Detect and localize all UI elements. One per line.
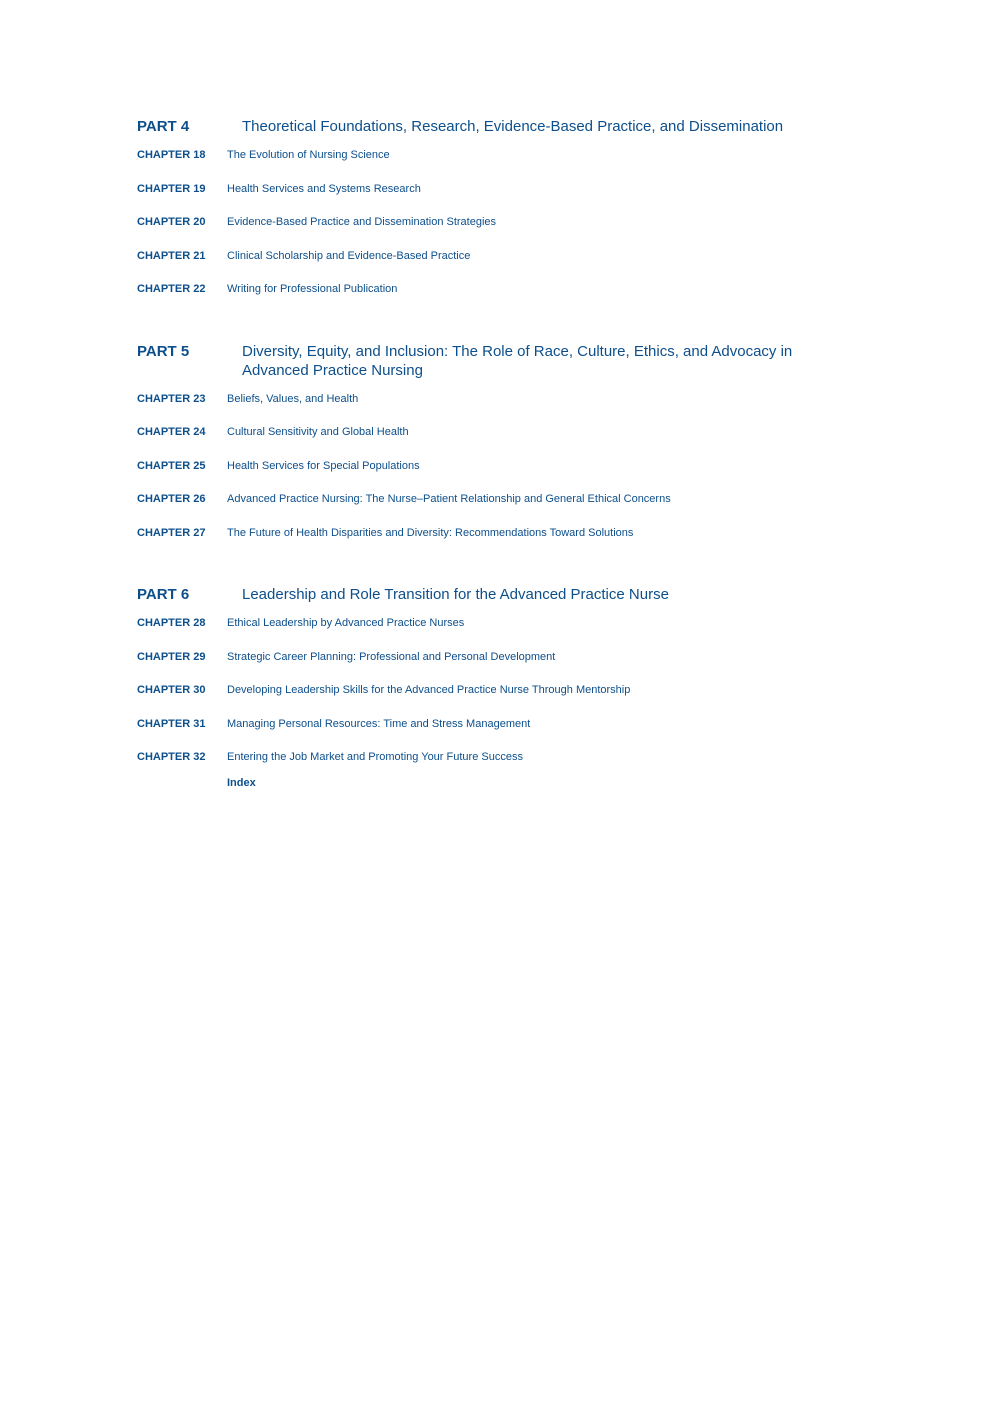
chapter-number: CHAPTER 27	[137, 526, 206, 539]
index-entry[interactable]	[137, 776, 827, 790]
chapter-title: Cultural Sensitivity and Global Health	[227, 426, 409, 438]
chapter-title: The Future of Health Disparities and Diversity: Recommendations Toward Solutions	[227, 526, 634, 539]
index-label: Index	[227, 776, 256, 789]
chapter-title: Beliefs, Values, and Health	[227, 392, 359, 405]
chapter-entry[interactable]	[137, 148, 827, 182]
chapter-number: CHAPTER 31	[137, 717, 206, 730]
chapter-title: Clinical Scholarship and Evidence-Based Practice	[227, 249, 471, 262]
chapter-title: The Evolution of Nursing Science	[227, 149, 390, 161]
chapter-entry[interactable]	[137, 282, 827, 316]
chapter-title: Advanced Practice Nursing: The Nurse–Patient Relationship and General Ethical Concerns	[227, 493, 671, 505]
chapter-entry[interactable]	[137, 492, 827, 526]
chapter-number: CHAPTER 25	[137, 459, 206, 472]
chapter-entry[interactable]	[137, 425, 827, 459]
chapter-title: Writing for Professional Publication	[227, 283, 398, 295]
part-title: Leadership and Role Transition for the Advanced Practice Nurse	[242, 586, 669, 603]
part-heading[interactable]	[137, 585, 827, 604]
chapter-number: CHAPTER 19	[137, 182, 206, 195]
part-number: PART 4	[137, 118, 190, 135]
table-of-contents	[137, 117, 827, 790]
chapter-entry[interactable]	[137, 526, 827, 560]
chapter-number: CHAPTER 18	[137, 149, 206, 161]
chapter-entry[interactable]	[137, 459, 827, 493]
chapter-title: Health Services for Special Populations	[227, 459, 420, 472]
chapter-number: CHAPTER 20	[137, 216, 206, 228]
chapter-number: CHAPTER 29	[137, 650, 206, 663]
chapter-entry[interactable]	[137, 215, 827, 249]
chapter-title: Ethical Leadership by Advanced Practice Nurses	[227, 617, 465, 629]
chapter-title: Health Services and Systems Research	[227, 182, 421, 195]
chapter-number: CHAPTER 32	[137, 751, 206, 763]
part-title: Theoretical Foundations, Research, Evidence-Based Practice, and Dissemination	[242, 118, 784, 135]
chapter-entry[interactable]	[137, 392, 827, 426]
chapter-number: CHAPTER 30	[137, 684, 206, 696]
chapter-title: Developing Leadership Skills for the Advanced Practice Nurse Through Mentorship	[227, 684, 631, 696]
chapter-entry[interactable]	[137, 249, 827, 283]
chapter-entry[interactable]	[137, 650, 827, 684]
chapter-number: CHAPTER 23	[137, 392, 206, 405]
part-heading[interactable]	[137, 117, 827, 136]
part-title: Diversity, Equity, and Inclusion: The Role of Race, Culture, Ethics, and Advocacy in Advanced Practice Nursing	[242, 342, 793, 379]
chapter-entry[interactable]	[137, 683, 827, 717]
part-number: PART 6	[137, 586, 190, 603]
chapter-number: CHAPTER 21	[137, 249, 206, 262]
chapter-number: CHAPTER 22	[137, 283, 206, 295]
chapter-number: CHAPTER 26	[137, 493, 206, 505]
chapter-title: Evidence-Based Practice and Dissemination Strategies	[227, 216, 497, 228]
chapter-entry[interactable]	[137, 616, 827, 650]
chapter-title: Entering the Job Market and Promoting Your Future Success	[227, 751, 523, 763]
chapter-title: Managing Personal Resources: Time and Stress Management	[227, 717, 531, 730]
chapter-title: Strategic Career Planning: Professional and Personal Development	[227, 650, 556, 663]
part-heading[interactable]	[137, 342, 827, 380]
chapter-number: CHAPTER 28	[137, 617, 206, 629]
chapter-entry[interactable]	[137, 717, 827, 751]
chapter-number: CHAPTER 24	[137, 426, 206, 438]
chapter-entry[interactable]	[137, 182, 827, 216]
part-number: PART 5	[137, 342, 190, 360]
